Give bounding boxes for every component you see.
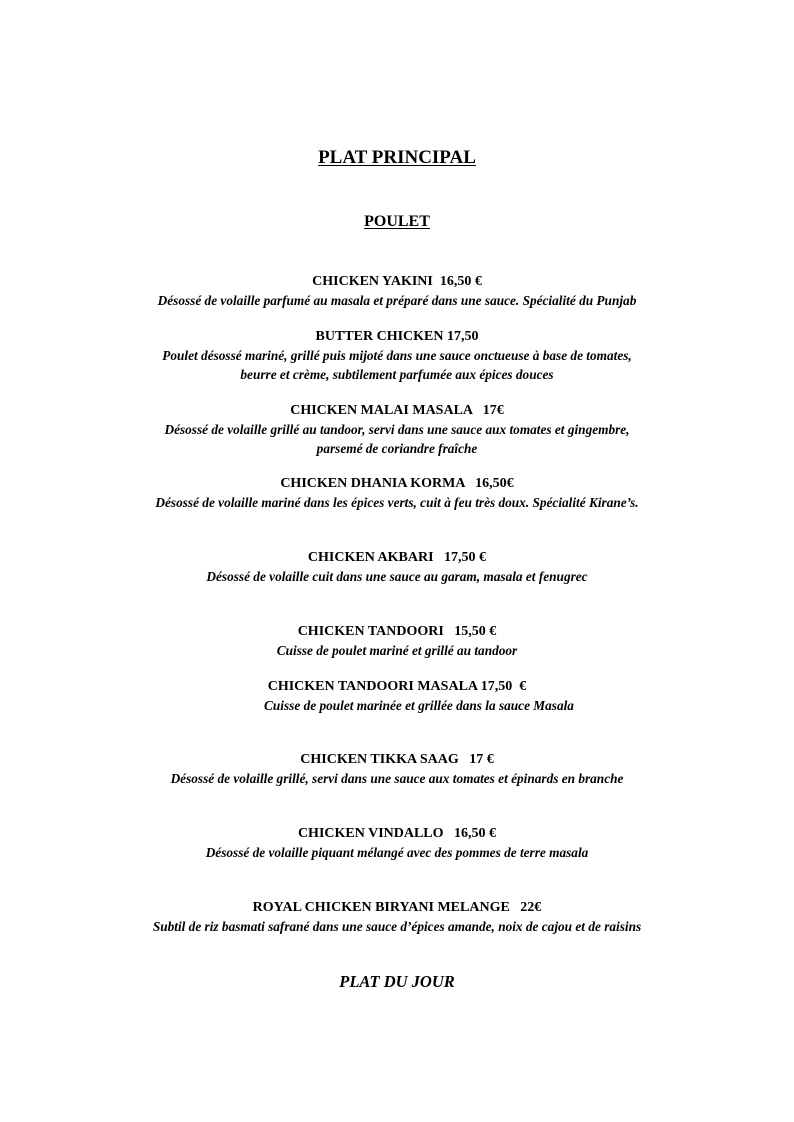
dish-description: Désossé de volaille cuit dans une sauce au garam, masala et fenugrec [206, 569, 588, 584]
dish-description: Désossé de volaille piquant mélangé avec des pommes de terre masala [205, 845, 589, 860]
dish-name: CHICKEN DHANIA KORMA 16,50€ [280, 476, 514, 491]
dish-description: Poulet désossé mariné, grillé puis mijoté dans une sauce onctueuse à base de tomates, [162, 348, 632, 363]
dish-name: CHICKEN AKBARI 17,50 € [307, 550, 487, 565]
dish-description: Désossé de volaille mariné dans les épices verts, cuit à feu très doux. Spécialité Kirane’s. [155, 495, 639, 510]
dish-name: CHICKEN TANDOORI 15,50 € [297, 624, 497, 639]
dish-name: CHICKEN TANDOORI MASALA 17,50 € [267, 679, 527, 694]
dish-name: CHICKEN YAKINI 16,50 € [312, 274, 482, 289]
dish-name: CHICKEN VINDALLO 16,50 € [297, 826, 497, 841]
dish-name: ROYAL CHICKEN BIRYANI MELANGE 22€ [252, 900, 542, 915]
dish-description: Désossé de volaille grillé, servi dans une sauce aux tomates et épinards en branche [170, 771, 624, 786]
dish-description: Cuisse de poulet marinée et grillée dans la sauce Masala [264, 698, 574, 713]
dish-description: Désossé de volaille parfumé au masala et préparé dans une sauce. Spécialité du Punjab [157, 293, 637, 308]
dish-description: Désossé de volaille grillé au tandoor, servi dans une sauce aux tomates et gingembre, [164, 422, 630, 437]
dish-description: parsemé de coriandre fraîche [316, 441, 478, 456]
section-title-poulet: POULET [364, 213, 430, 230]
dish-description: Cuisse de poulet mariné et grillé au tandoor [276, 643, 518, 658]
plat-du-jour-heading: PLAT DU JOUR [339, 972, 455, 991]
dish-name: CHICKEN MALAI MASALA 17€ [290, 403, 504, 418]
dish-name: CHICKEN TIKKA SAAG 17 € [300, 752, 494, 767]
dish-description: Subtil de riz basmati safrané dans une sauce d’épices amande, noix de cajou et de raisins [152, 919, 642, 934]
page-title: PLAT PRINCIPAL [318, 147, 476, 168]
dish-name: BUTTER CHICKEN 17,50 [315, 329, 479, 344]
dish-description: beurre et crème, subtilement parfumée aux épices douces [240, 367, 554, 382]
